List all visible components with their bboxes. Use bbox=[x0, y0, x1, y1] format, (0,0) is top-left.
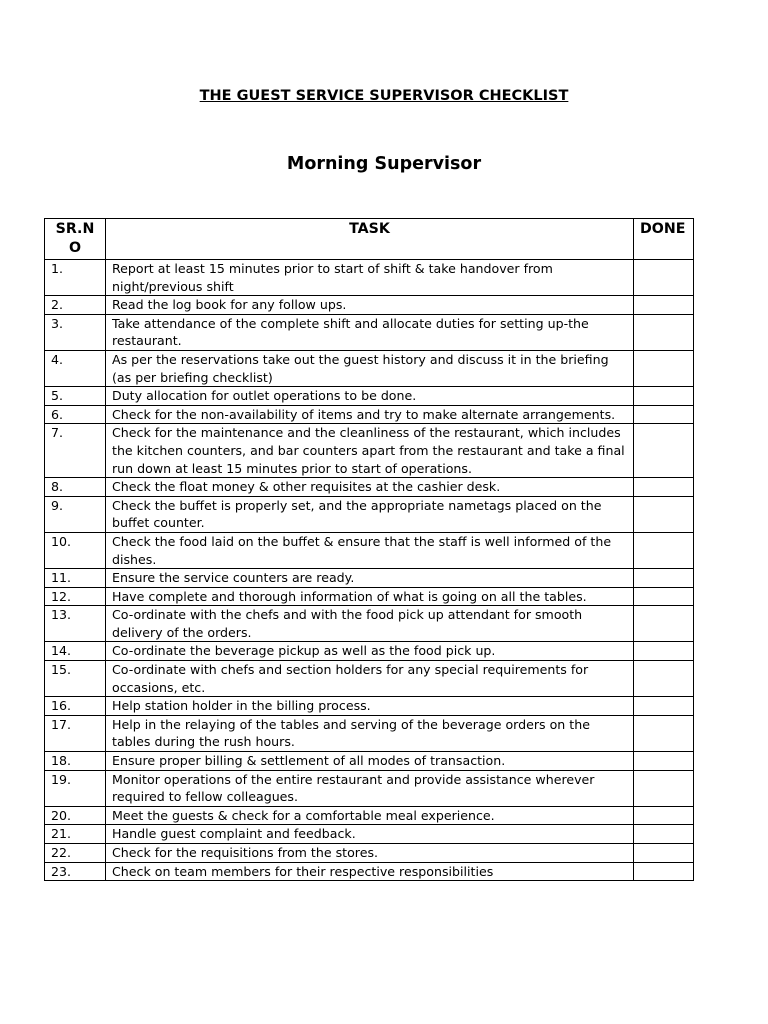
done-cell[interactable] bbox=[634, 569, 694, 588]
done-cell[interactable] bbox=[634, 350, 694, 386]
document-title: THE GUEST SERVICE SUPERVISOR CHECKLIST bbox=[199, 88, 569, 104]
header-row bbox=[45, 219, 694, 260]
task-text: Check on team members for their respective responsibilities bbox=[106, 862, 634, 881]
task-text: Help station holder in the billing process. bbox=[106, 697, 634, 716]
row-number: 20. bbox=[45, 806, 106, 825]
task-text: Check for the maintenance and the cleanliness of the restaurant, which includes the kitchen counters, and bar counters apart from the restaurant and take a final run down at least 15 minutes prior to start of operations. bbox=[106, 424, 634, 478]
header-done: DONE bbox=[634, 219, 694, 260]
row-number: 22. bbox=[45, 844, 106, 863]
task-text: Monitor operations of the entire restaurant and provide assistance wherever required to fellow colleagues. bbox=[106, 770, 634, 806]
done-cell[interactable] bbox=[634, 770, 694, 806]
table-row bbox=[45, 424, 694, 478]
table-row bbox=[45, 314, 694, 350]
table-row bbox=[45, 387, 694, 406]
row-number: 14. bbox=[45, 642, 106, 661]
row-number: 18. bbox=[45, 752, 106, 771]
row-number: 1. bbox=[45, 260, 106, 296]
row-number: 8. bbox=[45, 478, 106, 497]
table-row bbox=[45, 532, 694, 568]
checklist-header bbox=[45, 219, 694, 260]
done-cell[interactable] bbox=[634, 496, 694, 532]
checklist-body bbox=[45, 260, 694, 881]
task-text: Take attendance of the complete shift and allocate duties for setting up-the restaurant. bbox=[106, 314, 634, 350]
task-text: Have complete and thorough information of what is going on all the tables. bbox=[106, 587, 634, 606]
table-row bbox=[45, 825, 694, 844]
done-cell[interactable] bbox=[634, 405, 694, 424]
task-text: Ensure the service counters are ready. bbox=[106, 569, 634, 588]
table-row bbox=[45, 770, 694, 806]
done-cell[interactable] bbox=[634, 387, 694, 406]
row-number: 10. bbox=[45, 532, 106, 568]
done-cell[interactable] bbox=[634, 825, 694, 844]
task-text: Handle guest complaint and feedback. bbox=[106, 825, 634, 844]
row-number: 12. bbox=[45, 587, 106, 606]
row-number: 6. bbox=[45, 405, 106, 424]
row-number: 11. bbox=[45, 569, 106, 588]
document-subtitle: Morning Supervisor bbox=[286, 154, 482, 174]
row-number: 15. bbox=[45, 661, 106, 697]
done-cell[interactable] bbox=[634, 424, 694, 478]
task-text: Help in the relaying of the tables and serving of the beverage orders on the tables during the rush hours. bbox=[106, 715, 634, 751]
table-row bbox=[45, 697, 694, 716]
row-number: 9. bbox=[45, 496, 106, 532]
table-row bbox=[45, 642, 694, 661]
done-cell[interactable] bbox=[634, 478, 694, 497]
table-row bbox=[45, 260, 694, 296]
table-row bbox=[45, 806, 694, 825]
table-row bbox=[45, 752, 694, 771]
row-number: 19. bbox=[45, 770, 106, 806]
header-sr-no: SR.N O bbox=[45, 219, 106, 260]
task-text: Meet the guests & check for a comfortable meal experience. bbox=[106, 806, 634, 825]
table-row bbox=[45, 296, 694, 315]
table-row bbox=[45, 569, 694, 588]
task-text: Check the food laid on the buffet & ensure that the staff is well informed of the dishes. bbox=[106, 532, 634, 568]
task-text: Check the buffet is properly set, and the appropriate nametags placed on the buffet counter. bbox=[106, 496, 634, 532]
task-text: Check for the non-availability of items and try to make alternate arrangements. bbox=[106, 405, 634, 424]
task-text: Co-ordinate with chefs and section holders for any special requirements for occasions, etc. bbox=[106, 661, 634, 697]
table-row bbox=[45, 661, 694, 697]
task-text: As per the reservations take out the guest history and discuss it in the briefing (as per briefing checklist) bbox=[106, 350, 634, 386]
task-text: Check the float money & other requisites at the cashier desk. bbox=[106, 478, 634, 497]
done-cell[interactable] bbox=[634, 697, 694, 716]
row-number: 21. bbox=[45, 825, 106, 844]
done-cell[interactable] bbox=[634, 642, 694, 661]
task-text: Co-ordinate with the chefs and with the food pick up attendant for smooth delivery of the orders. bbox=[106, 606, 634, 642]
done-cell[interactable] bbox=[634, 806, 694, 825]
table-row bbox=[45, 405, 694, 424]
task-text: Duty allocation for outlet operations to be done. bbox=[106, 387, 634, 406]
task-text: Co-ordinate the beverage pickup as well as the food pick up. bbox=[106, 642, 634, 661]
row-number: 7. bbox=[45, 424, 106, 478]
checklist-table bbox=[44, 218, 694, 881]
done-cell[interactable] bbox=[634, 715, 694, 751]
done-cell[interactable] bbox=[634, 587, 694, 606]
done-cell[interactable] bbox=[634, 752, 694, 771]
row-number: 17. bbox=[45, 715, 106, 751]
row-number: 2. bbox=[45, 296, 106, 315]
table-row bbox=[45, 478, 694, 497]
table-row bbox=[45, 606, 694, 642]
table-row bbox=[45, 350, 694, 386]
row-number: 5. bbox=[45, 387, 106, 406]
table-row bbox=[45, 587, 694, 606]
table-row bbox=[45, 844, 694, 863]
row-number: 3. bbox=[45, 314, 106, 350]
done-cell[interactable] bbox=[634, 606, 694, 642]
row-number: 13. bbox=[45, 606, 106, 642]
table-row bbox=[45, 862, 694, 881]
task-text: Read the log book for any follow ups. bbox=[106, 296, 634, 315]
done-cell[interactable] bbox=[634, 661, 694, 697]
task-text: Ensure proper billing & settlement of all modes of transaction. bbox=[106, 752, 634, 771]
task-text: Check for the requisitions from the stores. bbox=[106, 844, 634, 863]
task-text: Report at least 15 minutes prior to start of shift & take handover from night/previous shift bbox=[106, 260, 634, 296]
header-task: TASK bbox=[106, 219, 634, 260]
done-cell[interactable] bbox=[634, 314, 694, 350]
done-cell[interactable] bbox=[634, 862, 694, 881]
table-row bbox=[45, 496, 694, 532]
done-cell[interactable] bbox=[634, 260, 694, 296]
done-cell[interactable] bbox=[634, 532, 694, 568]
row-number: 23. bbox=[45, 862, 106, 881]
done-cell[interactable] bbox=[634, 296, 694, 315]
table-row bbox=[45, 715, 694, 751]
done-cell[interactable] bbox=[634, 844, 694, 863]
row-number: 16. bbox=[45, 697, 106, 716]
row-number: 4. bbox=[45, 350, 106, 386]
